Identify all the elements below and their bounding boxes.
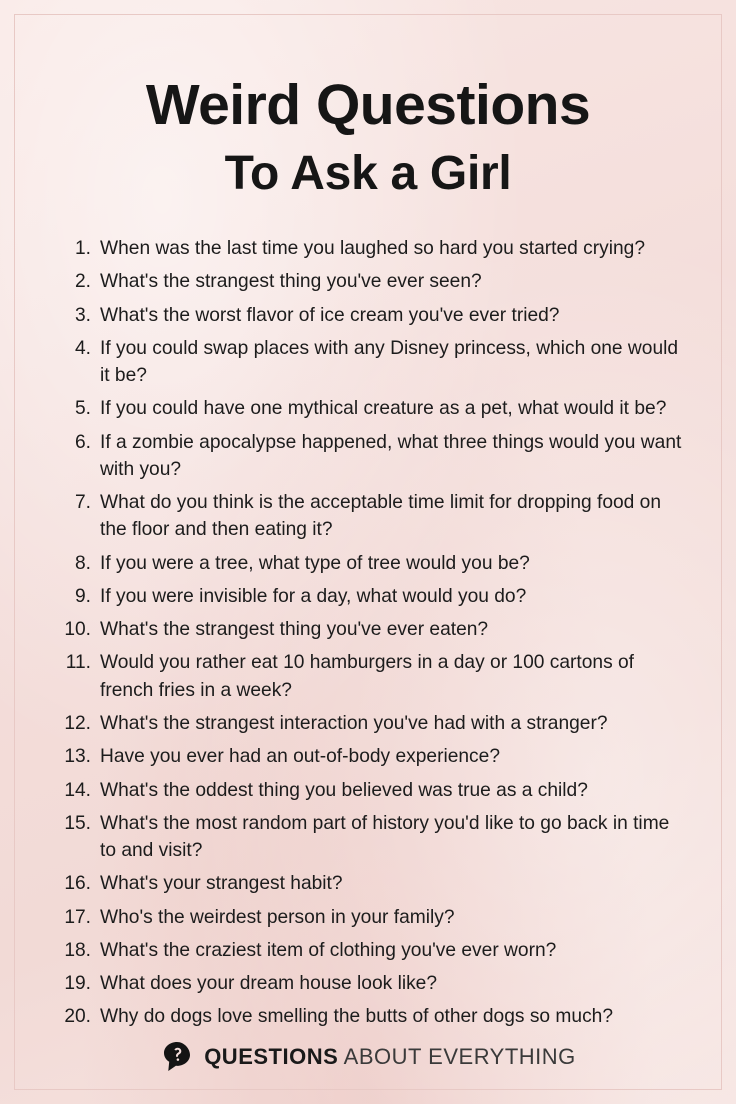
list-item bbox=[48, 395, 688, 422]
list-item-text: What do you think is the acceptable time limit for dropping food on the floor and then eating it? bbox=[100, 492, 662, 541]
list-item bbox=[48, 649, 688, 704]
list-item-number: 2. bbox=[74, 271, 91, 293]
list-item-text: What's the strangest thing you've ever seen? bbox=[100, 271, 482, 293]
list-item-text: What's the worst flavor of ice cream you've ever tried? bbox=[100, 304, 560, 326]
title-line-1: Weird Questions bbox=[145, 73, 591, 137]
list-item-text: What's the strangest interaction you've had with a stranger? bbox=[100, 713, 608, 735]
list-item-text: What's the most random part of history you'd like to go back in time to and visit? bbox=[100, 812, 670, 862]
list-item bbox=[48, 743, 688, 770]
list-item-text: Who's the weirdest person in your family? bbox=[100, 906, 455, 928]
list-item-number: 12. bbox=[64, 713, 91, 735]
list-item-number: 17. bbox=[64, 906, 91, 928]
title-line-2: To Ask a Girl bbox=[224, 146, 512, 200]
brand-light: ABOUT EVERYTHING bbox=[343, 1044, 576, 1069]
question-mark-speech-bubble-icon bbox=[160, 1040, 194, 1074]
list-item-text: What's the oddest thing you believed was true as a child? bbox=[100, 779, 588, 801]
list-item-number: 1. bbox=[74, 238, 91, 260]
list-item bbox=[48, 870, 688, 897]
brand-name bbox=[204, 1044, 576, 1070]
list-item-text: If a zombie apocalypse happened, what three things would you want with you? bbox=[100, 431, 682, 480]
list-item-text: If you were a tree, what type of tree would you be? bbox=[100, 552, 530, 574]
list-item bbox=[48, 583, 688, 610]
list-item-text: Have you ever had an out-of-body experience? bbox=[100, 746, 500, 768]
list-item-number: 4. bbox=[74, 337, 91, 359]
list-item-text: If you could have one mythical creature as a pet, what would it be? bbox=[100, 398, 667, 420]
list-item bbox=[48, 904, 688, 931]
list-item-number: 14. bbox=[64, 779, 91, 801]
questions-list bbox=[48, 235, 688, 1031]
list-item-number: 3. bbox=[74, 304, 91, 326]
list-item-text: What's your strangest habit? bbox=[100, 873, 343, 895]
poster-content bbox=[14, 14, 722, 1090]
list-item bbox=[48, 810, 688, 865]
list-item-number: 19. bbox=[64, 973, 91, 995]
list-item bbox=[48, 429, 688, 484]
list-item bbox=[48, 937, 688, 964]
list-item bbox=[48, 235, 688, 262]
list-item-number: 20. bbox=[64, 1006, 91, 1028]
page-title bbox=[48, 73, 688, 201]
list-item-number: 9. bbox=[74, 585, 91, 607]
list-item bbox=[48, 1003, 688, 1030]
list-item-text: What does your dream house look like? bbox=[100, 973, 438, 995]
list-item-number: 16. bbox=[64, 873, 91, 895]
list-item-text: If you could swap places with any Disney princess, which one would it be? bbox=[100, 337, 679, 387]
list-item bbox=[48, 777, 688, 804]
list-item bbox=[48, 302, 688, 329]
list-item-number: 8. bbox=[74, 552, 91, 574]
list-item-number: 13. bbox=[64, 746, 91, 768]
list-item bbox=[48, 268, 688, 295]
list-item-number: 7. bbox=[74, 492, 91, 514]
list-item-text: What's the craziest item of clothing you've ever worn? bbox=[100, 939, 557, 961]
list-item-text: When was the last time you laughed so hard you started crying? bbox=[100, 238, 646, 260]
brand-strong: QUESTIONS bbox=[204, 1044, 339, 1069]
list-item bbox=[48, 489, 688, 544]
list-item-number: 10. bbox=[64, 619, 91, 641]
list-item-text: Why do dogs love smelling the butts of other dogs so much? bbox=[100, 1006, 614, 1028]
list-item bbox=[48, 550, 688, 577]
list-item-number: 15. bbox=[64, 812, 91, 834]
list-item bbox=[48, 616, 688, 643]
list-item-text: If you were invisible for a day, what would you do? bbox=[100, 585, 527, 607]
list-item-number: 6. bbox=[74, 431, 91, 453]
list-item bbox=[48, 710, 688, 737]
list-item-text: Would you rather eat 10 hamburgers in a day or 100 cartons of french fries in a week? bbox=[100, 652, 635, 701]
footer-brand bbox=[0, 1040, 736, 1074]
list-item bbox=[48, 335, 688, 390]
list-item-number: 5. bbox=[74, 398, 91, 420]
list-item-text: What's the strangest thing you've ever eaten? bbox=[100, 619, 489, 641]
list-item-number: 18. bbox=[64, 939, 91, 961]
list-item-number: 11. bbox=[65, 652, 91, 674]
list-item bbox=[48, 970, 688, 997]
